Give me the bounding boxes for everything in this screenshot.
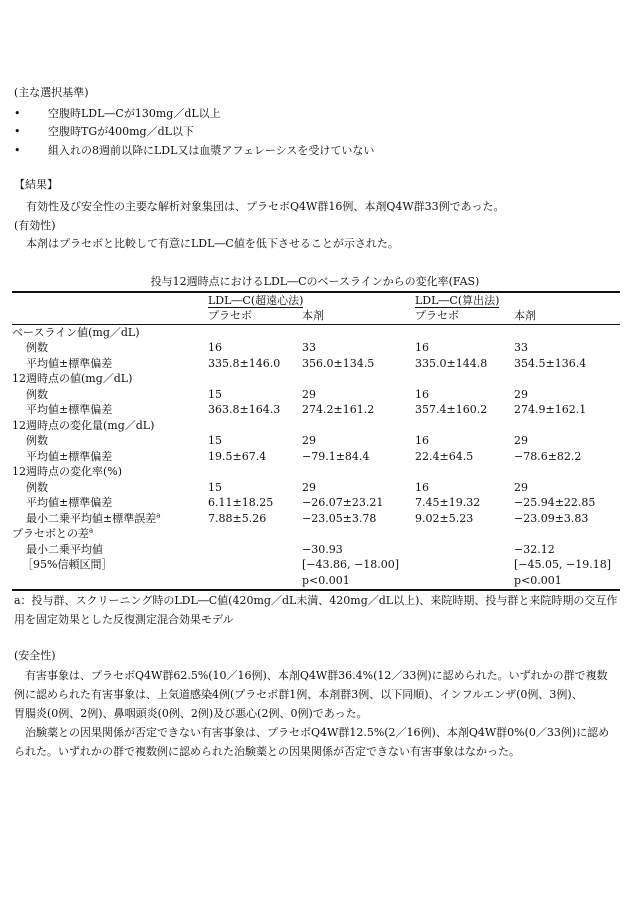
table-cell: [−45.05, −19.18] [514, 558, 611, 572]
table-cell: 335.8±146.0 [208, 356, 281, 370]
table-cell: 33 [514, 341, 528, 355]
table-row [12, 496, 620, 512]
row-label: 12週時点の変化量(mg／dL) [12, 418, 155, 432]
table-cell: 9.02±5.23 [415, 511, 474, 525]
group-header: LDL―C(超遠心法) [208, 293, 304, 307]
table-row [12, 341, 620, 357]
table-cell: −78.6±82.2 [514, 449, 582, 463]
table-cell [514, 465, 620, 481]
table-cell: 15 [208, 480, 222, 494]
table-cell [208, 372, 302, 388]
table-row [12, 465, 620, 481]
column-header: プラセボ [208, 309, 302, 325]
row-label [12, 573, 208, 590]
safety-line: 治験薬との因果関係が否定できない有害事象は、プラセボQ4W群12.5%(2／16例)、本剤Q4W群0%(0／33例)に認め [14, 726, 610, 739]
table-cell [302, 325, 415, 341]
safety-line: 胃腸炎(0例、2例)、鼻咽頭炎(0例、2例)及び悪心(2例、0例)であった。 [14, 707, 368, 720]
table-row [12, 418, 620, 434]
table-cell [514, 527, 620, 543]
table-cell [514, 418, 620, 434]
table-cell: −30.93 [302, 542, 343, 556]
table-cell: 22.4±64.5 [415, 449, 474, 463]
table-cell: 357.4±160.2 [415, 403, 488, 417]
table-cell: 354.5±136.4 [514, 356, 587, 370]
table-row [12, 480, 620, 496]
table-row [12, 356, 620, 372]
table-row [12, 449, 620, 465]
table-cell: 7.45±19.32 [415, 496, 481, 510]
table-cell: 335.0±144.8 [415, 356, 488, 370]
table-cell: 16 [415, 480, 429, 494]
table-cell: 16 [208, 341, 222, 355]
table-cell [208, 465, 302, 481]
criteria-item: 組入れの8週前以降にLDL又は血漿アフェレーシスを受けていない [48, 144, 375, 157]
table-cell: 16 [415, 387, 429, 401]
table-row [12, 527, 620, 543]
table-cell [302, 527, 415, 543]
footnote-marker: a [89, 526, 94, 535]
table-cell [415, 558, 514, 574]
row-label: プラセボとの差$^a$ [12, 526, 94, 541]
table-row [12, 573, 620, 590]
row-label: 12週時点の変化率(%) [12, 465, 123, 479]
table-row [12, 558, 620, 574]
criteria-item: 空腹時LDL―Cが130mg／dL以上 [48, 107, 221, 120]
table-cell: [−43.86, −18.00] [302, 558, 399, 572]
table-cell: 7.88±5.26 [208, 511, 267, 525]
table-cell: 274.9±162.1 [514, 403, 587, 417]
table-cell [415, 372, 514, 388]
table-cell [514, 325, 620, 341]
table-cell: −79.1±84.4 [302, 449, 370, 463]
table-cell: 19.5±67.4 [208, 449, 267, 463]
row-label: 例数 [26, 341, 48, 355]
table-cell: p<0.001 [514, 573, 620, 590]
row-label: 平均値±標準偏差 [26, 496, 113, 510]
row-label: 平均値±標準偏差 [26, 356, 113, 370]
table-cell: 33 [302, 341, 316, 355]
efficacy-heading: (有効性) [14, 219, 56, 232]
table-cell [208, 573, 302, 590]
table-cell: 29 [302, 434, 316, 448]
table-title: 投与12週時点におけるLDL―Cのベースラインからの変化率(FAS) [150, 275, 480, 288]
table-cell [302, 465, 415, 481]
group-header: LDL―C(算出法) [415, 293, 500, 307]
table-cell: −23.05±3.78 [302, 511, 377, 525]
table-cell [208, 527, 302, 543]
row-label: 例数 [26, 387, 48, 401]
table-row [12, 403, 620, 419]
table-footnote: 用を固定効果とした反復測定混合効果モデル [14, 613, 234, 626]
table-cell: p<0.001 [302, 573, 415, 590]
table-cell: 29 [514, 387, 528, 401]
table-cell [208, 542, 302, 558]
footnote-marker: a [156, 511, 161, 520]
table-column-header-row [12, 309, 620, 325]
bullet-icon: • [14, 144, 21, 157]
table-cell [208, 418, 302, 434]
column-header: 本剤 [302, 309, 415, 325]
table-cell: 29 [302, 480, 316, 494]
table-cell: 16 [415, 341, 429, 355]
row-label: 平均値±標準偏差 [26, 449, 113, 463]
table-cell [415, 465, 514, 481]
table-cell [302, 418, 415, 434]
safety-heading: (安全性) [14, 649, 56, 662]
table-group-header-row [12, 292, 620, 309]
table-cell [415, 527, 514, 543]
table-cell: 29 [514, 434, 528, 448]
results-heading: 【結果】 [14, 178, 58, 191]
row-label: 例数 [26, 434, 48, 448]
table-cell [415, 573, 514, 590]
safety-line: 例に認められた有害事象は、上気道感染4例(プラセボ群1例、本剤群3例、以下同順)、インフルエンザ(0例、3例)、 [14, 688, 583, 701]
column-header: プラセボ [415, 309, 514, 325]
row-label: ベースライン値(mg／dL) [12, 325, 140, 339]
table-footnote: a：投与群、スクリーニング時のLDL―C値(420mg／dL未満、420mg／dL以上)、来院時期、投与群と来院時期の交互作 [14, 594, 618, 607]
table-cell [208, 325, 302, 341]
criteria-heading: (主な選択基準) [14, 86, 89, 99]
table-cell: −25.94±22.85 [514, 496, 596, 510]
row-label: 最小二乗平均値±標準誤差$^a$ [26, 511, 161, 525]
table-cell [415, 418, 514, 434]
efficacy-text: 本剤はプラセボと比較して有意にLDL―C値を低下させることが示された。 [26, 237, 399, 250]
row-label: 平均値±標準偏差 [26, 403, 113, 417]
table-cell [415, 325, 514, 341]
safety-line: られた。いずれかの群で複数例に認められた治験薬との因果関係が否定できない有害事象はなかった。 [14, 745, 520, 758]
table-cell: 29 [514, 480, 528, 494]
table-cell: −32.12 [514, 542, 555, 556]
bullet-icon: • [14, 125, 21, 138]
column-header: 本剤 [514, 309, 620, 325]
table-cell: 16 [415, 434, 429, 448]
table-cell: 274.2±161.2 [302, 403, 375, 417]
table-cell: 6.11±18.25 [208, 496, 274, 510]
criteria-item: 空腹時TGが400mg／dL以下 [48, 125, 194, 138]
table-row [12, 387, 620, 403]
row-label: 12週時点の値(mg／dL) [12, 372, 133, 386]
table-cell [302, 372, 415, 388]
results-table [12, 291, 620, 591]
row-label: 最小二乗平均値 [26, 542, 103, 556]
table-row [12, 325, 620, 341]
table-cell: 29 [302, 387, 316, 401]
table-cell: −26.07±23.21 [302, 496, 384, 510]
table-cell: 356.0±134.5 [302, 356, 375, 370]
row-label: 例数 [26, 480, 48, 494]
table-cell: −23.09±3.83 [514, 511, 589, 525]
table-cell: 15 [208, 434, 222, 448]
table-cell [514, 372, 620, 388]
table-cell: 363.8±164.3 [208, 403, 281, 417]
table-row [12, 372, 620, 388]
bullet-icon: • [14, 107, 21, 120]
table-cell [415, 542, 514, 558]
table-cell: 15 [208, 387, 222, 401]
table-row [12, 434, 620, 450]
table-cell [208, 558, 302, 574]
row-label: ［95%信頼区間］ [22, 558, 113, 572]
population-text: 有効性及び安全性の主要な解析対象集団は、プラセボQ4W群16例、本剤Q4W群33例であった。 [26, 200, 505, 213]
table-row [12, 511, 620, 527]
safety-line: 有害事象は、プラセボQ4W群62.5%(10／16例)、本剤Q4W群36.4%(12／33例)に認められた。いずれかの群で複数 [14, 669, 608, 682]
table-row [12, 542, 620, 558]
